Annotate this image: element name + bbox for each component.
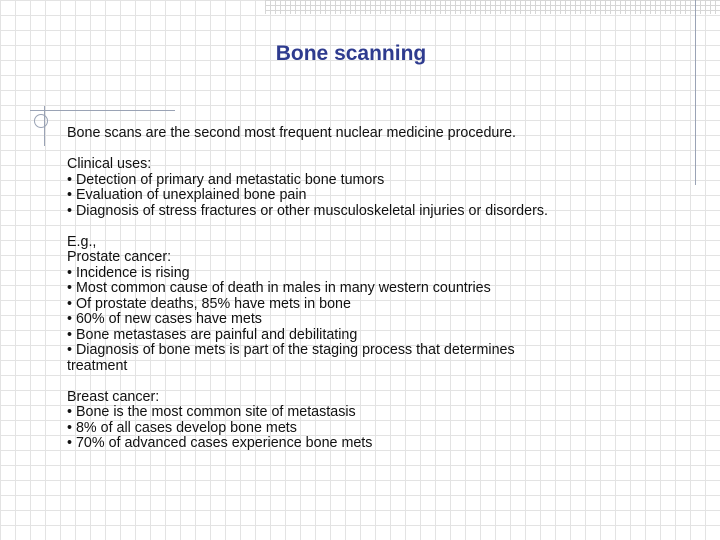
list-item: • Detection of primary and metastatic bone tumors: [67, 171, 385, 188]
list-item: • Diagnosis of stress fractures or other musculoskeletal injuries or disorders.: [67, 202, 548, 219]
spacer: [67, 374, 707, 390]
list-item: • Incidence is rising: [67, 264, 190, 281]
list-item: • Diagnosis of bone mets is part of the staging process that determines: [67, 342, 515, 358]
slide-content: [67, 126, 707, 452]
spacer: [67, 142, 707, 158]
list-item: • Evaluation of unexplained bone pain: [67, 187, 307, 203]
list-item-continuation: treatment: [67, 357, 128, 374]
top-pattern-band: [265, 0, 720, 14]
slide-title: Bone scanning: [275, 42, 427, 65]
list-item: • 8% of all cases develop bone mets: [67, 419, 297, 436]
list-item: • 60% of new cases have mets: [67, 311, 262, 327]
list-item: • Most common cause of death in males in many western countries: [67, 280, 491, 296]
intro-text: Bone scans are the second most frequent nuclear medicine procedure.: [67, 125, 517, 141]
prostate-heading: Prostate cancer:: [67, 249, 172, 265]
example-label: E.g.,: [67, 233, 97, 250]
list-item: • 70% of advanced cases experience bone mets: [67, 435, 373, 451]
list-item: • Of prostate deaths, 85% have mets in bone: [67, 295, 351, 312]
decorative-circle-icon: [34, 114, 48, 128]
clinical-uses-heading: Clinical uses:: [67, 156, 152, 172]
list-item: • Bone is the most common site of metastasis: [67, 404, 356, 420]
breast-heading: Breast cancer:: [67, 388, 160, 405]
decorative-horizontal-line: [30, 110, 175, 111]
list-item: • Bone metastases are painful and debilitating: [67, 326, 358, 343]
spacer: [67, 219, 707, 235]
